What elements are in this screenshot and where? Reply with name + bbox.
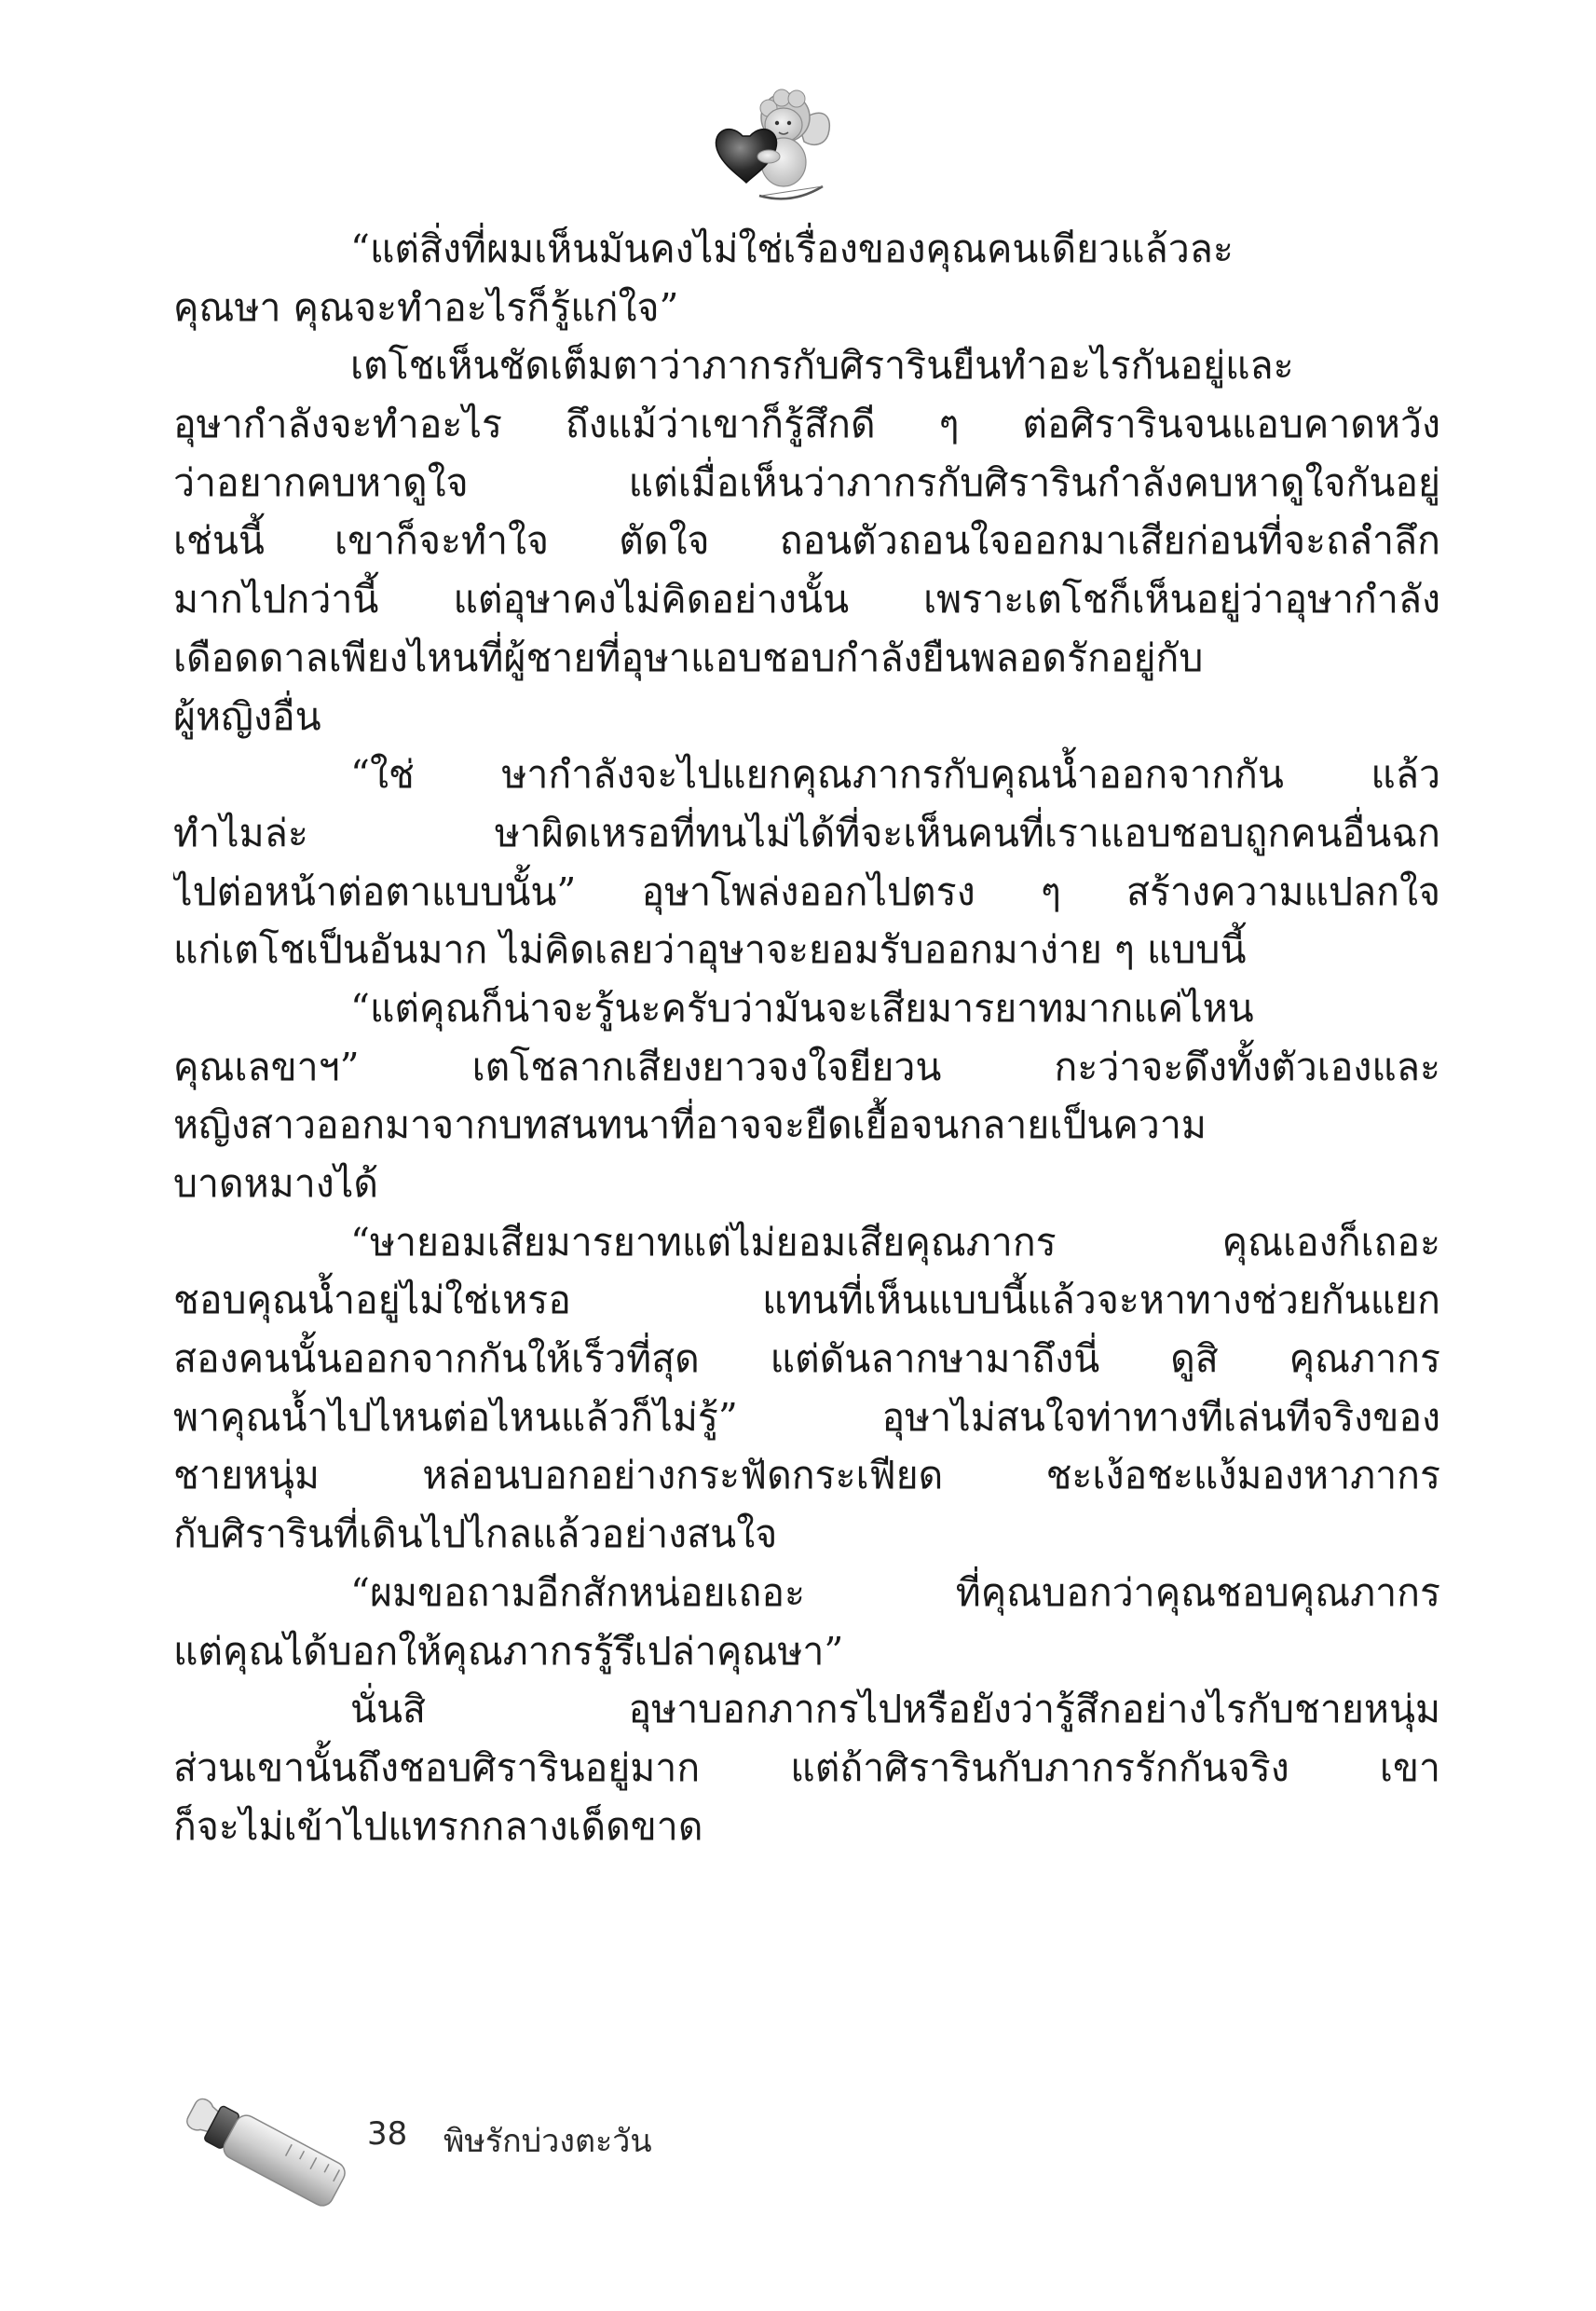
text-line: “แต่สิ่งที่ผมเห็นมันคงไม่ใช่เรื่องของคุณคนเดียวแล้วละ	[350, 226, 1234, 271]
text-line: มากไปกว่านี้ แต่อุษาคงไม่คิดอย่างนั้น เพราะเตโชก็เห็นอยู่ว่าอุษากำลัง	[173, 577, 1440, 622]
text-line: ก็จะไม่เข้าไปแทรกกลางเด็ดขาด	[173, 1803, 703, 1849]
text-line: ชายหนุ่ม หล่อนบอกอย่างกระฟัดกระเฟียด ชะเง้อชะแง้มองหาภากร	[173, 1453, 1440, 1498]
paragraph	[173, 745, 1440, 979]
book-title: พิษรักบ่วงตะวัน	[443, 2123, 652, 2160]
text-line: ผู้หญิงอื่น	[173, 693, 321, 739]
text-line: คุณเลขาฯ” เตโชลากเสียงยาวจงใจยียวน กะว่าจะดึงทั้งตัวเองและ	[173, 1044, 1440, 1089]
paragraph	[173, 979, 1440, 1213]
text-line: ไปต่อหน้าต่อตาแบบนั้น” อุษาโพล่งออกไปตรง ๆ สร้างความแปลกใจ	[173, 868, 1440, 914]
text-line: “ใช่ ษากำลังจะไปแยกคุณภากรกับคุณน้ำออกจากกัน แล้ว	[350, 752, 1440, 798]
text-line: ทำไมล่ะ ษาผิดเหรอที่ทนไม่ได้ที่จะเห็นคนที่เราแอบชอบถูกคนอื่นฉก	[173, 810, 1440, 855]
text-line: สองคนนั้นออกจากกันให้เร็วที่สุด แต่ดันลากษามาถึงนี่ ดูสิ คุณภากร	[173, 1336, 1440, 1382]
text-line: ชอบคุณน้ำอยู่ไม่ใช่เหรอ แทนที่เห็นแบบนี้แล้วจะหาทางช่วยกันแยก	[173, 1278, 1440, 1323]
text-line: แก่เตโชเป็นอันมาก ไม่คิดเลยว่าอุษาจะยอมรับออกมาง่าย ๆ แบบนี้	[173, 927, 1247, 973]
text-line: คุณษา คุณจะทำอะไรก็รู้แก่ใจ”	[173, 284, 679, 330]
page-footer	[173, 2084, 825, 2223]
text-line: ว่าอยากคบหาดูใจ แต่เมื่อเห็นว่าภากรกับศิรารินกำลังคบหาดูใจกันอยู่	[173, 459, 1440, 505]
text-line: พาคุณน้ำไปไหนต่อไหนแล้วก็ไม่รู้” อุษาไม่สนใจท่าทางทีเล่นทีจริงของ	[173, 1394, 1440, 1440]
text-line: ส่วนเขานั้นถึงชอบศิรารินอยู่มาก แต่ถ้าศิรารินกับภากรรักกันจริง เขา	[173, 1744, 1440, 1790]
text-line: แต่คุณได้บอกให้คุณภากรรู้รึเปล่าคุณษา”	[173, 1628, 844, 1674]
text-line: “ษายอมเสียมารยาทแต่ไม่ยอมเสียคุณภากร คุณเองก็เถอะ	[350, 1219, 1440, 1265]
text-line: นั่นสิ อุษาบอกภากรไปหรือยังว่ารู้สึกอย่างไรกับชายหนุ่ม	[350, 1687, 1440, 1732]
text-line: “ผมขอถามอีกสักหน่อยเถอะ ที่คุณบอกว่าคุณชอบคุณภากร	[350, 1569, 1440, 1615]
text-line: หญิงสาวออกมาจากบทสนทนาที่อาจจะยืดเยื้อจนกลายเป็นความ	[173, 1102, 1207, 1148]
cupid-with-heart-icon	[703, 86, 843, 207]
text-line: เดือดดาลเพียงไหนที่ผู้ชายที่อุษาแอบชอบกำลังยืนพลอดรักอยู่กับ	[173, 635, 1204, 680]
text-line: อุษากำลังจะทำอะไร ถึงแม้ว่าเขาก็รู้สึกดี ๆ ต่อศิรารินจนแอบคาดหวัง	[173, 402, 1440, 447]
text-line: เช่นนี้ เขาก็จะทำใจ ตัดใจ ถอนตัวถอนใจออกมาเสียก่อนที่จะถลำลึก	[173, 518, 1440, 564]
text-line: กับศิรารินที่เดินไปไกลแล้วอย่างสนใจ	[173, 1511, 778, 1557]
paragraph	[173, 1213, 1440, 1564]
baby-bottle-icon	[173, 2084, 369, 2223]
paragraph	[173, 220, 1440, 336]
page-number: 38	[367, 2115, 408, 2153]
text-line: เตโชเห็นชัดเต็มตาว่าภากรกับศิรารินยืนทำอะไรกันอยู่และ	[350, 343, 1294, 389]
paragraph	[173, 1564, 1440, 1680]
text-line: บาดหมางได้	[173, 1161, 379, 1206]
paragraph	[173, 1680, 1440, 1855]
text-line: “แต่คุณก็น่าจะรู้นะครับว่ามันจะเสียมารยาทมากแค่ไหน	[350, 985, 1254, 1031]
body-text	[173, 220, 1440, 1855]
paragraph	[173, 336, 1440, 745]
